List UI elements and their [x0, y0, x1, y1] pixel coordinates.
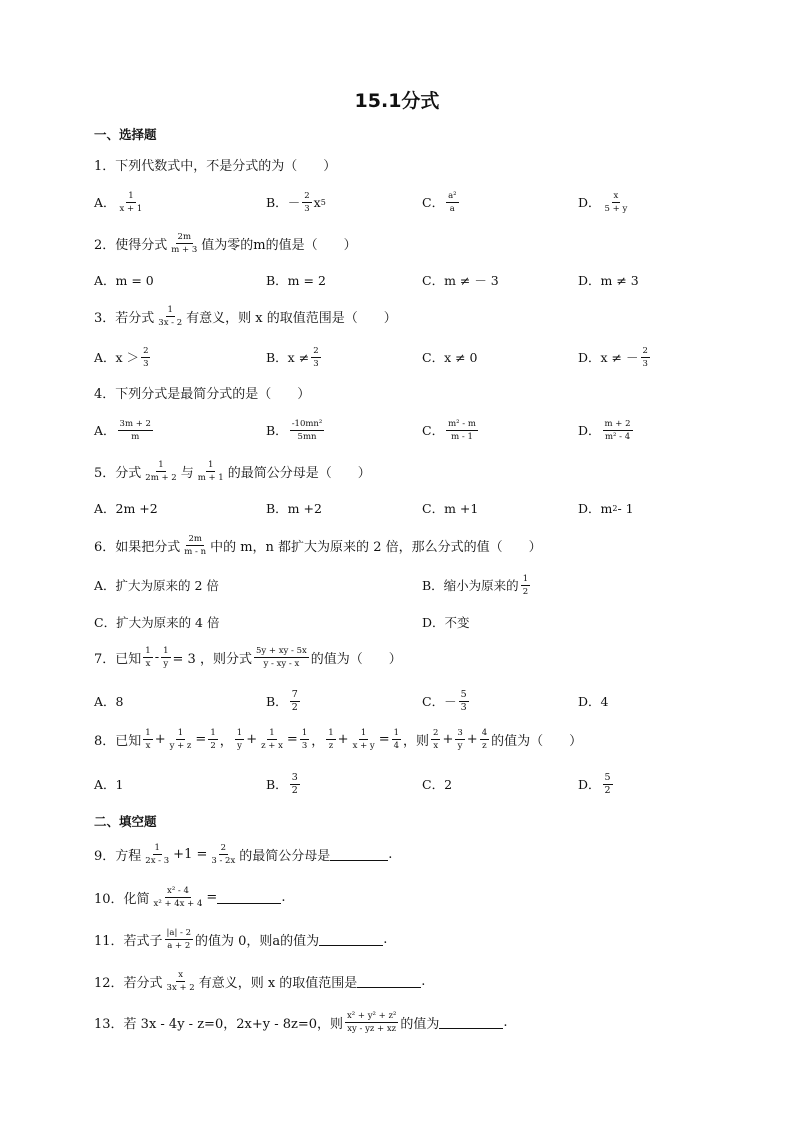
fraction: $\frac{1}{z}$: [328, 728, 334, 751]
question-11: 11．若式子 $\frac{|a| - 2}{a + 2}$ 的值为 0，则a的值为 .: [94, 928, 388, 951]
page-title: 15.1分式: [354, 90, 440, 112]
question-6-options-row1: [94, 570, 734, 600]
fraction: $\frac{\text{x² - 4}}{\text{x² + 4x + 4}}$: [153, 886, 203, 909]
section-heading-choice: 一、选择题: [94, 127, 157, 142]
fraction: $\frac{7}{2}$: [291, 688, 298, 713]
fraction: $\frac{\text{-10mn²}}{5mn}$: [291, 418, 323, 442]
option-d[interactable]: D． $\frac{5}{2}$: [578, 771, 611, 796]
question-8-options: [94, 769, 734, 799]
fraction: $\frac{1}{3}$: [301, 728, 308, 751]
fraction: $\frac{1}{z + x}$: [261, 728, 283, 751]
option-d[interactable]: D．4: [578, 694, 609, 709]
fraction: $\frac{5y + xy - 5x}{y - xy - x}$: [255, 646, 307, 669]
option-c[interactable]: C．扩大为原来的 4 倍: [94, 615, 220, 630]
question-5-options: [94, 493, 734, 523]
option-d[interactable]: D．m ≠ 3: [578, 273, 639, 288]
question-2: 2．使得分式 $\frac{2m}{m + 3}$ 值为零的m的值是（ ）: [94, 232, 357, 255]
fraction: $\frac{1}{4}$: [393, 728, 400, 751]
option-b[interactable]: B．m +2: [266, 501, 322, 516]
option-c[interactable]: C． $\frac{\text{m² - m}}{m - 1}$: [422, 418, 476, 442]
fraction: $\frac{x}{5 + y}$: [604, 190, 628, 214]
option-c[interactable]: C．2: [422, 777, 453, 792]
fraction: $\frac{1}{x + 1}$: [119, 190, 143, 214]
option-d[interactable]: D． $\frac{m + 2}{\text{m² - 4}}$: [578, 418, 631, 442]
option-a[interactable]: A． $\frac{1}{x + 1}$: [94, 190, 143, 214]
fraction: $\frac{2m}{m - n}$: [184, 534, 207, 557]
question-6: 6．如果把分式 $\frac{2m}{m - n}$ 中的 m，n 都扩大为原来的 2 倍，那么分式的值（ ）: [94, 534, 542, 557]
option-b[interactable]: B． $\frac{\text{-10mn²}}{5mn}$: [266, 418, 323, 442]
question-4: 4．下列分式是最简分式的是（ ）: [94, 387, 311, 402]
option-a[interactable]: A．1: [94, 777, 124, 792]
question-1: [94, 155, 336, 174]
fraction: $\frac{1}{2}$: [210, 728, 216, 751]
option-a[interactable]: A．扩大为原来的 2 倍: [94, 578, 219, 593]
fraction: $\frac{\text{a²}}{a}$: [448, 190, 457, 214]
fraction: $\frac{5}{3}$: [460, 688, 467, 713]
fraction: $\frac{2}{3}$: [313, 345, 319, 369]
option-b[interactable]: B． $\frac{7}{2}$: [266, 688, 298, 713]
fraction: $\frac{x}{3x + 2}$: [166, 970, 195, 993]
fraction: $\frac{1}{x}$: [145, 646, 151, 669]
option-d[interactable]: D． $\frac{x}{5 + y}$: [578, 190, 628, 214]
option-c[interactable]: C．x ≠ 0: [422, 350, 478, 365]
option-a[interactable]: A．m = 0: [94, 273, 154, 288]
option-a[interactable]: A．8: [94, 694, 124, 709]
fraction: $\frac{\text{m² - m}}{m - 1}$: [448, 418, 476, 442]
fraction: $\frac{\text{x² + y² + z²}}{xy - yz + xz}$: [347, 1011, 397, 1034]
question-7: 7．已知 $\frac{1}{x}$ - $\frac{1}{y}$ = 3 ，则分式 $\frac{5y + xy - 5x}{y - xy - x}$ 的值为（ ）: [94, 646, 402, 669]
question-8: 8．已知 $\frac{1}{x}$ + $\frac{1}{y + z}$ = $\frac{1}{2}$ ， $\frac{1}{y}$ + $\frac{1}{z + x}$ = $\frac{1}{3}$ ， $\frac{1}{z}$ + $\frac{1}{x + y}$ = $\frac{1}{4}$ ，则 $\frac{2}{x}$ + $\frac{3}{y}$ + $\frac{4}{z}$ 的值为（ ）: [94, 728, 583, 751]
question-4-options: [94, 415, 734, 445]
section-heading-fill: 二、填空题: [94, 814, 157, 829]
fraction: $\frac{|a| - 2}{a + 2}$: [166, 928, 192, 951]
option-b[interactable]: B． $\frac{3}{2}$: [266, 771, 298, 796]
fraction: $\frac{1}{y}$: [236, 728, 243, 751]
fraction: $\frac{2}{3}$: [642, 345, 648, 369]
fraction: $\frac{1}{2}$: [522, 573, 529, 597]
option-b[interactable]: B． － $\frac{2}{3}$ x 5: [266, 190, 326, 214]
fraction: $\frac{4}{z}$: [481, 728, 488, 751]
option-b[interactable]: B．m = 2: [266, 273, 326, 288]
fraction: $\frac{5}{2}$: [604, 771, 611, 796]
question-5: 5．分式 $\frac{1}{2m + 2}$ 与 $\frac{1}{m + 1}$ 的最简公分母是（ ）: [94, 460, 371, 483]
question-10: 10．化简 $\frac{\text{x² - 4}}{\text{x² + 4x + 4}}$ = .: [94, 886, 286, 909]
answer-blank[interactable]: [217, 891, 281, 904]
fraction: $\frac{2}{x}$: [433, 728, 439, 751]
question-7-options: [94, 686, 734, 716]
question-6-options-row2: [94, 607, 734, 637]
fraction: $\frac{1}{x + y}$: [352, 728, 375, 751]
fraction: $\frac{1}{2x - 3}$: [145, 843, 170, 866]
fraction: $\frac{2}{3}$: [143, 345, 149, 369]
fraction: $\frac{1}{3x - 2}$: [158, 305, 183, 328]
fraction: $\frac{2}{3}$: [304, 190, 310, 214]
question-1-options: [94, 187, 734, 217]
fraction: $\frac{1}{y}$: [163, 646, 169, 669]
option-b[interactable]: B．x ≠ $\frac{2}{3}$: [266, 345, 319, 369]
fraction: $\frac{1}{2m + 2}$: [145, 460, 177, 483]
option-b[interactable]: B．缩小为原来的 $\frac{1}{2}$: [422, 573, 529, 597]
option-d[interactable]: D．x ≠ － $\frac{2}{3}$: [578, 345, 648, 369]
answer-blank[interactable]: [357, 975, 421, 988]
answer-blank[interactable]: [439, 1016, 503, 1029]
fraction: $\frac{3}{2}$: [291, 771, 298, 796]
question-13: 13．若 3x - 4y - z=0，2x+y - 8z=0，则 $\frac{\text{x² + y² + z²}}{xy - yz + xz}$ 的值为 .: [94, 1011, 508, 1034]
question-1-stem: 1．下列代数式中，不是分式的为（ ）: [94, 159, 337, 174]
option-c[interactable]: C． $\frac{\text{a²}}{a}$: [422, 190, 457, 214]
option-a[interactable]: A．x ＞ $\frac{2}{3}$: [94, 345, 149, 369]
question-3: 3．若分式 $\frac{1}{3x - 2}$ 有意义，则 x 的取值范围是（ ）: [94, 305, 397, 328]
fraction: $\frac{3m + 2}{m}$: [119, 418, 151, 442]
option-c[interactable]: C．m ≠ － 3: [422, 273, 499, 288]
option-d[interactable]: D．不变: [422, 615, 470, 630]
answer-blank[interactable]: [330, 848, 388, 861]
question-3-options: [94, 342, 734, 372]
fraction: $\frac{2m}{m + 3}$: [171, 232, 198, 255]
fraction: $\frac{1}{y + z}$: [169, 728, 192, 751]
fraction: $\frac{m + 2}{\text{m² - 4}}$: [604, 418, 631, 442]
question-12: 12．若分式 $\frac{x}{3x + 2}$ 有意义，则 x 的取值范围是 .: [94, 970, 426, 993]
fraction: $\frac{1}{m + 1}$: [197, 460, 224, 483]
fraction: $\frac{2}{3 - 2x}$: [211, 843, 236, 866]
fraction: $\frac{3}{y}$: [457, 728, 463, 751]
question-9: 9．方程 $\frac{1}{2x - 3}$ +1 = $\frac{2}{3 - 2x}$ 的最简公分母是 .: [94, 843, 393, 866]
option-a[interactable]: A． $\frac{3m + 2}{m}$: [94, 418, 151, 442]
option-d[interactable]: D．m 2 - 1: [578, 500, 634, 516]
answer-blank[interactable]: [319, 933, 383, 946]
option-c[interactable]: C．m +1: [422, 501, 479, 516]
option-a[interactable]: A．2m +2: [94, 501, 158, 516]
question-2-options: [94, 265, 734, 295]
fraction: $\frac{1}{x}$: [145, 728, 151, 751]
option-c[interactable]: C．－ $\frac{5}{3}$: [422, 688, 467, 713]
